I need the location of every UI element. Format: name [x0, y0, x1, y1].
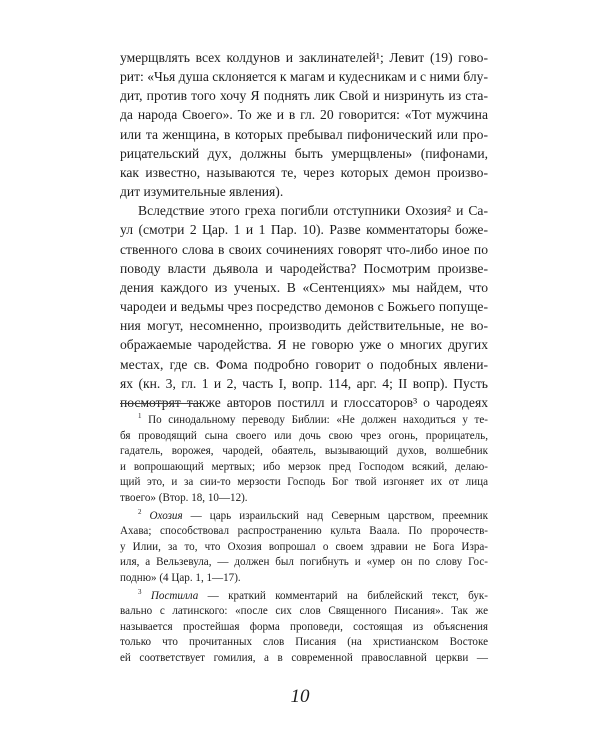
text-line: ях (кн. 3, гл. 1 и 2, часть I, вопр. 114, арг. 4; II вопр). Пусть [120, 375, 488, 391]
text-line: дит изумительные явления). [120, 184, 284, 200]
paragraph-1 [120, 48, 488, 201]
footnotes [120, 413, 488, 669]
footnote-line: Ахава; способствовал распространению культа Ваала. По пророчеств- [120, 525, 488, 538]
text-line: рицательский дух, должны быть умерщвлены» (пифонами, [120, 145, 488, 161]
text-line: Вследствие этого греха погибли отступники Охозия² и Са- [138, 203, 488, 219]
footnote-line: иля, а Вельзевула, — должен был погибнуть и «умер он по слову Гос- [120, 556, 488, 569]
paragraph-2 [120, 201, 488, 412]
main-text [120, 48, 488, 412]
footnote-line: и вопрошающий мертвых; ибо мерзок пред Господом всякий, делаю- [120, 460, 488, 473]
text-line: ул (смотри 2 Цар. 1 и 1 Пар. 10). Разве комментаторы боже- [120, 222, 488, 238]
text-line: рит: «Чья душа склоняется к магам и кудесникам и с ними блу- [120, 69, 488, 85]
footnote-line [120, 589, 488, 605]
text-line: дит, против того хочу Я поднять лик Свой и низринуть из ста- [120, 88, 488, 104]
footnote-text: — царь израильский над Северным царством, преемник [182, 509, 488, 522]
footnote-3 [120, 589, 488, 667]
footnote-separator [120, 403, 200, 404]
footnote-line: у Илии, за то, что Охозия вопрошал о своем здравии не Бога Изра- [120, 540, 488, 553]
footnote-line: вально с латинского: «после сих слов Священного Писания». Так же [120, 605, 488, 618]
footnote-line: бя проводящий сына своего или дочь свою чрез огонь, прорицатель, [120, 429, 488, 442]
footnote-term: Охозия [149, 509, 183, 522]
footnote-term: Постилла [150, 589, 199, 602]
footnote-marker: 2 [138, 507, 142, 516]
text-line: посмотрят также авторов постилл и глоссаторов³ о чародеях [120, 394, 488, 410]
text-line: или та женщина, в которых пребывал пифонический или про- [120, 126, 488, 142]
text-line: дения каждого из ученых. В «Сентенциях» мы найдем, что [120, 279, 488, 295]
text-line: ображаемые чародейства. Я не говорю уже о многих других [120, 337, 488, 353]
footnote-2 [120, 509, 488, 587]
footnote-marker: 1 [138, 412, 142, 420]
footnote-line: только что прочитанных слов Писания (на христианском Востоке [120, 636, 488, 649]
footnote-line: твоего» (Втор. 18, 10—12). [120, 491, 248, 504]
footnote-line [120, 413, 488, 429]
footnote-line: подню» (4 Цар. 1, 1—17). [120, 571, 241, 584]
footnote-marker: 3 [138, 587, 142, 596]
footnote-text: — краткий комментарий на библейский текст, бук- [198, 589, 488, 602]
footnote-line: называется простейшая форма проповеди, состоящая из объяснения [120, 620, 488, 633]
text-line: да народа Своего». То же и в гл. 20 говорится: «Тот мужчина [120, 107, 488, 123]
text-line: как известно, называются те, через которых демон произво- [120, 164, 488, 180]
text-line: поводу власти дьявола и чародейства? Посмотрим произве- [120, 260, 488, 276]
text-line: ния могут, несомненно, производить действительные, не во- [120, 318, 488, 334]
footnote-line: щий это, и за сии-то мерзости Господь Бог твой изгоняет их от лица [120, 476, 488, 489]
footnote-text: По синодальному переводу Библии: «Не должен находиться у те- [148, 414, 488, 426]
footnote-line: ей соответствует гомилия, а в современной православной церкви — [120, 651, 488, 664]
footnote-line [120, 509, 488, 525]
footnote-line: гадатель, ворожея, чародей, обаятель, вызывающий духов, волшебник [120, 445, 488, 458]
text-line: ственного слова в своих сочинениях говорят что-либо иное по [120, 241, 488, 257]
text-line: умерщвлять всех колдунов и заклинателей¹; Левит (19) гово- [120, 50, 488, 65]
page-number: 10 [290, 686, 310, 707]
footnote-1 [120, 413, 488, 507]
text-line: местах, где св. Фома подробно говорит о подобных явлени- [120, 356, 488, 372]
text-line: чародеи и ведьмы чрез посредство демонов с Божьего попуще- [120, 299, 488, 315]
